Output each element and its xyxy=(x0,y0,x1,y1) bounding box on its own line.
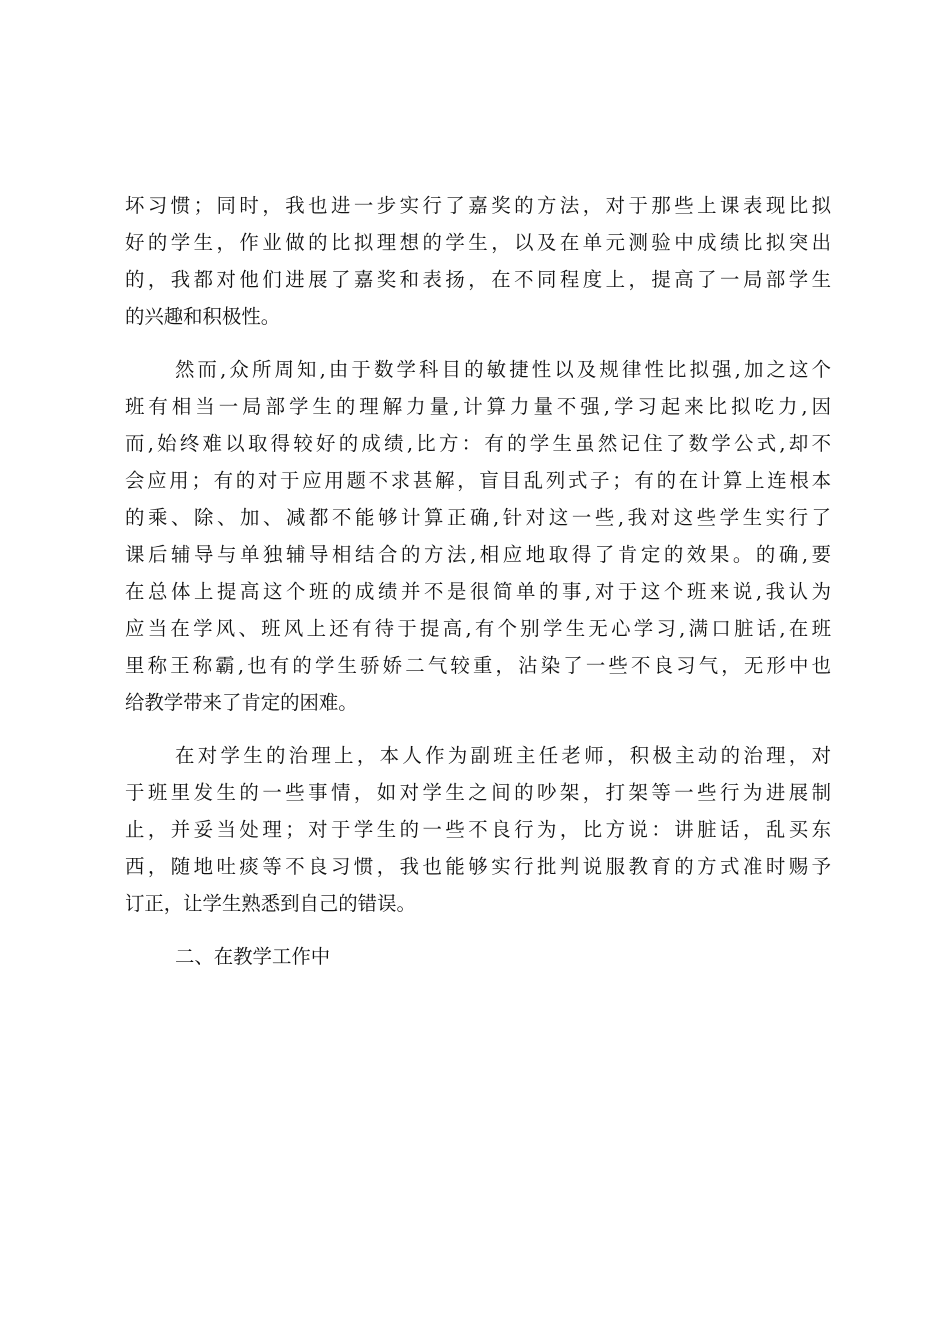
text-line: 的乘、除、加、减都不能够计算正确,针对这一些,我对这些学生实行了 xyxy=(125,506,831,529)
paragraph-2 xyxy=(125,351,831,721)
text-line: 的兴趣和积极性。 xyxy=(125,305,281,328)
text-line: 课后辅导与单独辅导相结合的方法,相应地取得了肯定的效果。的确,要 xyxy=(125,543,831,566)
text-line: 然而,众所周知,由于数学科目的敏捷性以及规律性比拟强,加之这个 xyxy=(175,358,831,381)
section-heading xyxy=(125,938,831,975)
section-heading-text: 二、在教学工作中 xyxy=(175,945,331,968)
text-line: 坏习惯；同时，我也进一步实行了嘉奖的方法，对于那些上课表现比拟 xyxy=(125,194,831,217)
text-line: 于班里发生的一些事情，如对学生之间的吵架，打架等一些行为进展制 xyxy=(125,781,831,804)
text-line: 止，并妥当处理；对于学生的一些不良行为，比方说：讲脏话，乱买东 xyxy=(125,818,831,841)
text-line: 好的学生，作业做的比拟理想的学生，以及在单元测验中成绩比拟突出 xyxy=(125,231,831,254)
paragraph-gap xyxy=(125,922,831,938)
text-line: 在对学生的治理上，本人作为副班主任老师，积极主动的治理，对 xyxy=(175,744,831,767)
text-line: 应当在学风、班风上还有待于提高,有个别学生无心学习,满口脏话,在班 xyxy=(125,617,831,640)
text-line: 里称王称霸,也有的学生骄娇二气较重，沾染了一些不良习气，无形中也 xyxy=(125,654,831,677)
paragraph-gap xyxy=(125,335,831,351)
text-line: 在总体上提高这个班的成绩并不是很简单的事,对于这个班来说,我认为 xyxy=(125,580,831,603)
text-line: 给教学带来了肯定的困难。 xyxy=(125,691,358,714)
text-line: 订正，让学生熟悉到自己的错误。 xyxy=(125,892,416,915)
paragraph-1 xyxy=(125,187,831,335)
text-line: 会应用；有的对于应用题不求甚解，盲目乱列式子；有的在计算上连根本 xyxy=(125,469,831,492)
text-line: 西，随地吐痰等不良习惯，我也能够实行批判说服教育的方式准时赐予 xyxy=(125,855,831,878)
paragraph-gap xyxy=(125,721,831,737)
text-line: 班有相当一局部学生的理解力量,计算力量不强,学习起来比拟吃力,因 xyxy=(125,395,831,418)
text-line: 的，我都对他们进展了嘉奖和表扬，在不同程度上，提高了一局部学生 xyxy=(125,268,831,291)
text-line: 而,始终难以取得较好的成绩,比方：有的学生虽然记住了数学公式,却不 xyxy=(125,432,831,455)
document-body xyxy=(125,187,831,975)
paragraph-3 xyxy=(125,737,831,922)
